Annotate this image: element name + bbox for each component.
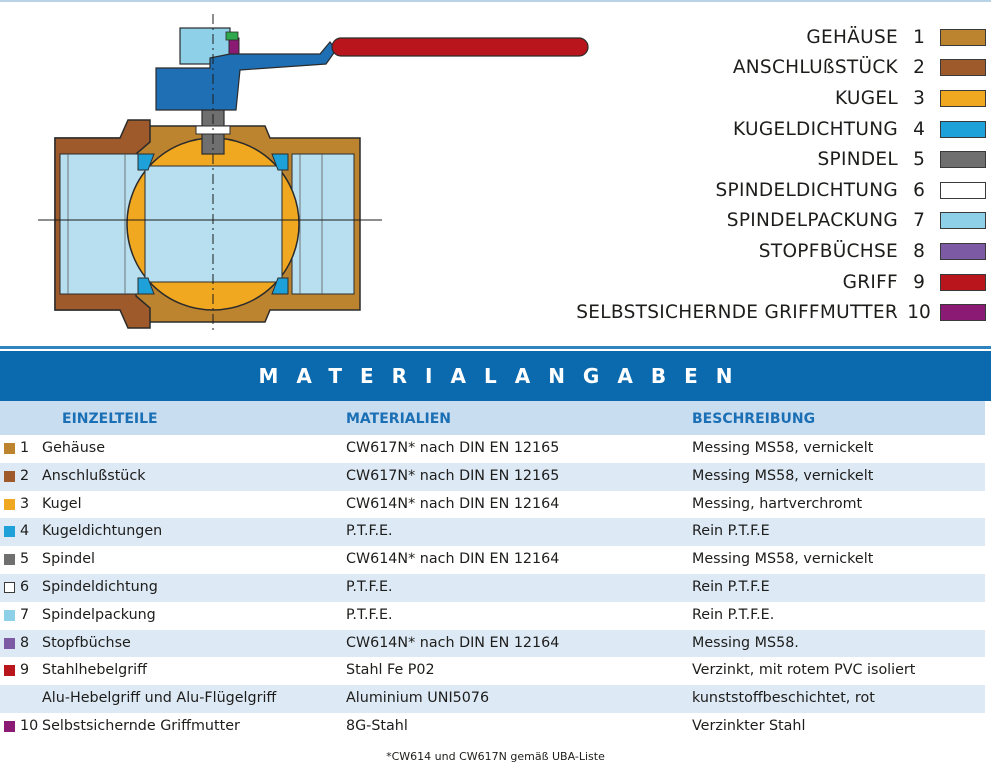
table-row (0, 630, 985, 658)
legend-number: 8 (913, 240, 925, 262)
legend-label: SPINDELDICHTUNG (715, 179, 898, 201)
parts-legend (386, 22, 986, 328)
row-number: 10 (20, 717, 39, 734)
material: P.T.F.E. (346, 606, 393, 623)
table-row (0, 713, 985, 741)
legend-number: 6 (913, 179, 925, 201)
row-color-swatch (4, 721, 15, 732)
legend-label: KUGEL (834, 87, 898, 109)
material: Aluminium UNI5076 (346, 690, 490, 707)
description: Messing MS58, vernickelt (692, 467, 874, 484)
material: CW617N* nach DIN EN 12165 (346, 467, 560, 484)
legend-color-swatch (940, 151, 986, 168)
description: kunststoffbeschichtet, rot (692, 690, 875, 707)
legend-color-swatch (940, 59, 986, 76)
row-number: 3 (20, 495, 30, 512)
description: Rein P.T.F.E. (692, 606, 775, 623)
table-row (0, 491, 985, 519)
legend-color-swatch (940, 90, 986, 107)
legend-item (386, 22, 986, 53)
material: CW614N* nach DIN EN 12164 (346, 551, 560, 568)
legend-label: KUGELDICHTUNG (733, 118, 898, 140)
row-number: 6 (20, 578, 30, 595)
material: P.T.F.E. (346, 523, 393, 540)
legend-item (386, 236, 986, 267)
legend-item (386, 83, 986, 114)
row-number: 9 (20, 662, 30, 679)
row-number: 2 (20, 467, 30, 484)
row-color-swatch (4, 499, 15, 510)
table-row (0, 574, 985, 602)
legend-label: ANSCHLUßSTÜCK (732, 57, 898, 79)
row-number: 5 (20, 551, 30, 568)
legend-number: 5 (913, 149, 925, 171)
table-row (0, 463, 985, 491)
legend-color-swatch (940, 212, 986, 229)
legend-number: 2 (913, 57, 925, 79)
description: Verzinkter Stahl (692, 717, 806, 734)
legend-label: SPINDELPACKUNG (726, 210, 898, 232)
row-number: 4 (20, 523, 30, 540)
part-name: Selbstsichernde Griffmutter (42, 717, 240, 734)
material: CW617N* nach DIN EN 12165 (346, 440, 560, 456)
legend-item (386, 267, 986, 298)
part-name: Spindeldichtung (42, 578, 158, 595)
table-row (0, 602, 985, 630)
legend-item (386, 53, 986, 84)
description: Verzinkt, mit rotem PVC isoliert (692, 662, 916, 679)
materials-table-body (0, 435, 985, 741)
table-header-row (0, 401, 985, 435)
row-color-swatch (4, 638, 15, 649)
row-color-swatch (4, 582, 15, 593)
part-name: Kugel (42, 495, 82, 512)
table-row (0, 518, 985, 546)
material: Stahl Fe P02 (346, 662, 435, 679)
table-title-banner (0, 351, 991, 401)
legend-number: 4 (913, 118, 925, 140)
row-color-swatch (4, 443, 15, 454)
part-name: Alu-Hebelgriff und Alu-Flügelgriff (42, 690, 277, 707)
part-name: Spindel (42, 551, 96, 568)
table-title: MATERIALANGABEN (258, 364, 751, 388)
row-number: 7 (20, 606, 30, 623)
legend-color-swatch (940, 243, 986, 260)
header-materials: MATERIALIEN (346, 411, 452, 427)
top-rule (0, 0, 991, 2)
bore-right (292, 154, 354, 294)
legend-item (386, 297, 986, 328)
row-color-swatch (4, 610, 15, 621)
description: Messing MS58, vernickelt (692, 440, 874, 456)
legend-label: GEHÄUSE (806, 26, 898, 48)
row-color-swatch (4, 526, 15, 537)
row-number: 1 (20, 440, 30, 456)
description: Rein P.T.F.E (692, 523, 770, 540)
part-name: Gehäuse (42, 440, 106, 456)
table-row (0, 435, 985, 463)
handle-nut-shape (229, 38, 239, 54)
legend-color-swatch (940, 182, 986, 199)
legend-number: 10 (907, 302, 931, 324)
legend-label: SELBSTSICHERNDE GRIFFMUTTER (576, 302, 898, 324)
part-name: Stahlhebelgriff (42, 662, 147, 679)
table-row (0, 546, 985, 574)
material: CW614N* nach DIN EN 12164 (346, 634, 560, 651)
legend-color-swatch (940, 29, 986, 46)
description: Messing, hartverchromt (692, 495, 863, 512)
legend-color-swatch (940, 121, 986, 138)
row-color-swatch (4, 665, 15, 676)
description: Rein P.T.F.E (692, 578, 770, 595)
part-name: Anschlußstück (42, 467, 146, 484)
legend-color-swatch (940, 304, 986, 321)
legend-item (386, 206, 986, 237)
legend-item (386, 175, 986, 206)
legend-number: 1 (913, 26, 925, 48)
material: P.T.F.E. (346, 578, 393, 595)
part-name: Kugeldichtungen (42, 523, 163, 540)
legend-item (386, 144, 986, 175)
material: 8G-Stahl (346, 717, 408, 734)
material: CW614N* nach DIN EN 12164 (346, 495, 560, 512)
description: Messing MS58, vernickelt (692, 551, 874, 568)
description: Messing MS58. (692, 634, 799, 651)
header-description: BESCHREIBUNG (692, 411, 816, 427)
header-parts: EINZELTEILE (62, 411, 158, 427)
legend-label: GRIFF (842, 271, 898, 293)
part-name: Spindelpackung (42, 606, 156, 623)
legend-number: 7 (913, 210, 925, 232)
row-color-swatch (4, 554, 15, 565)
row-color-swatch (4, 471, 15, 482)
table-top-rule (0, 346, 991, 349)
legend-item (386, 114, 986, 145)
legend-label: STOPFBÜCHSE (758, 240, 898, 262)
footnote: *CW614 und CW617N gemäß UBA-Liste (386, 750, 605, 763)
table-row (0, 685, 985, 713)
legend-number: 9 (913, 271, 925, 293)
table-row (0, 657, 985, 685)
part-name: Stopfbüchse (42, 634, 131, 651)
legend-color-swatch (940, 274, 986, 291)
legend-label: SPINDEL (817, 149, 898, 171)
row-number: 8 (20, 634, 30, 651)
legend-number: 3 (913, 87, 925, 109)
